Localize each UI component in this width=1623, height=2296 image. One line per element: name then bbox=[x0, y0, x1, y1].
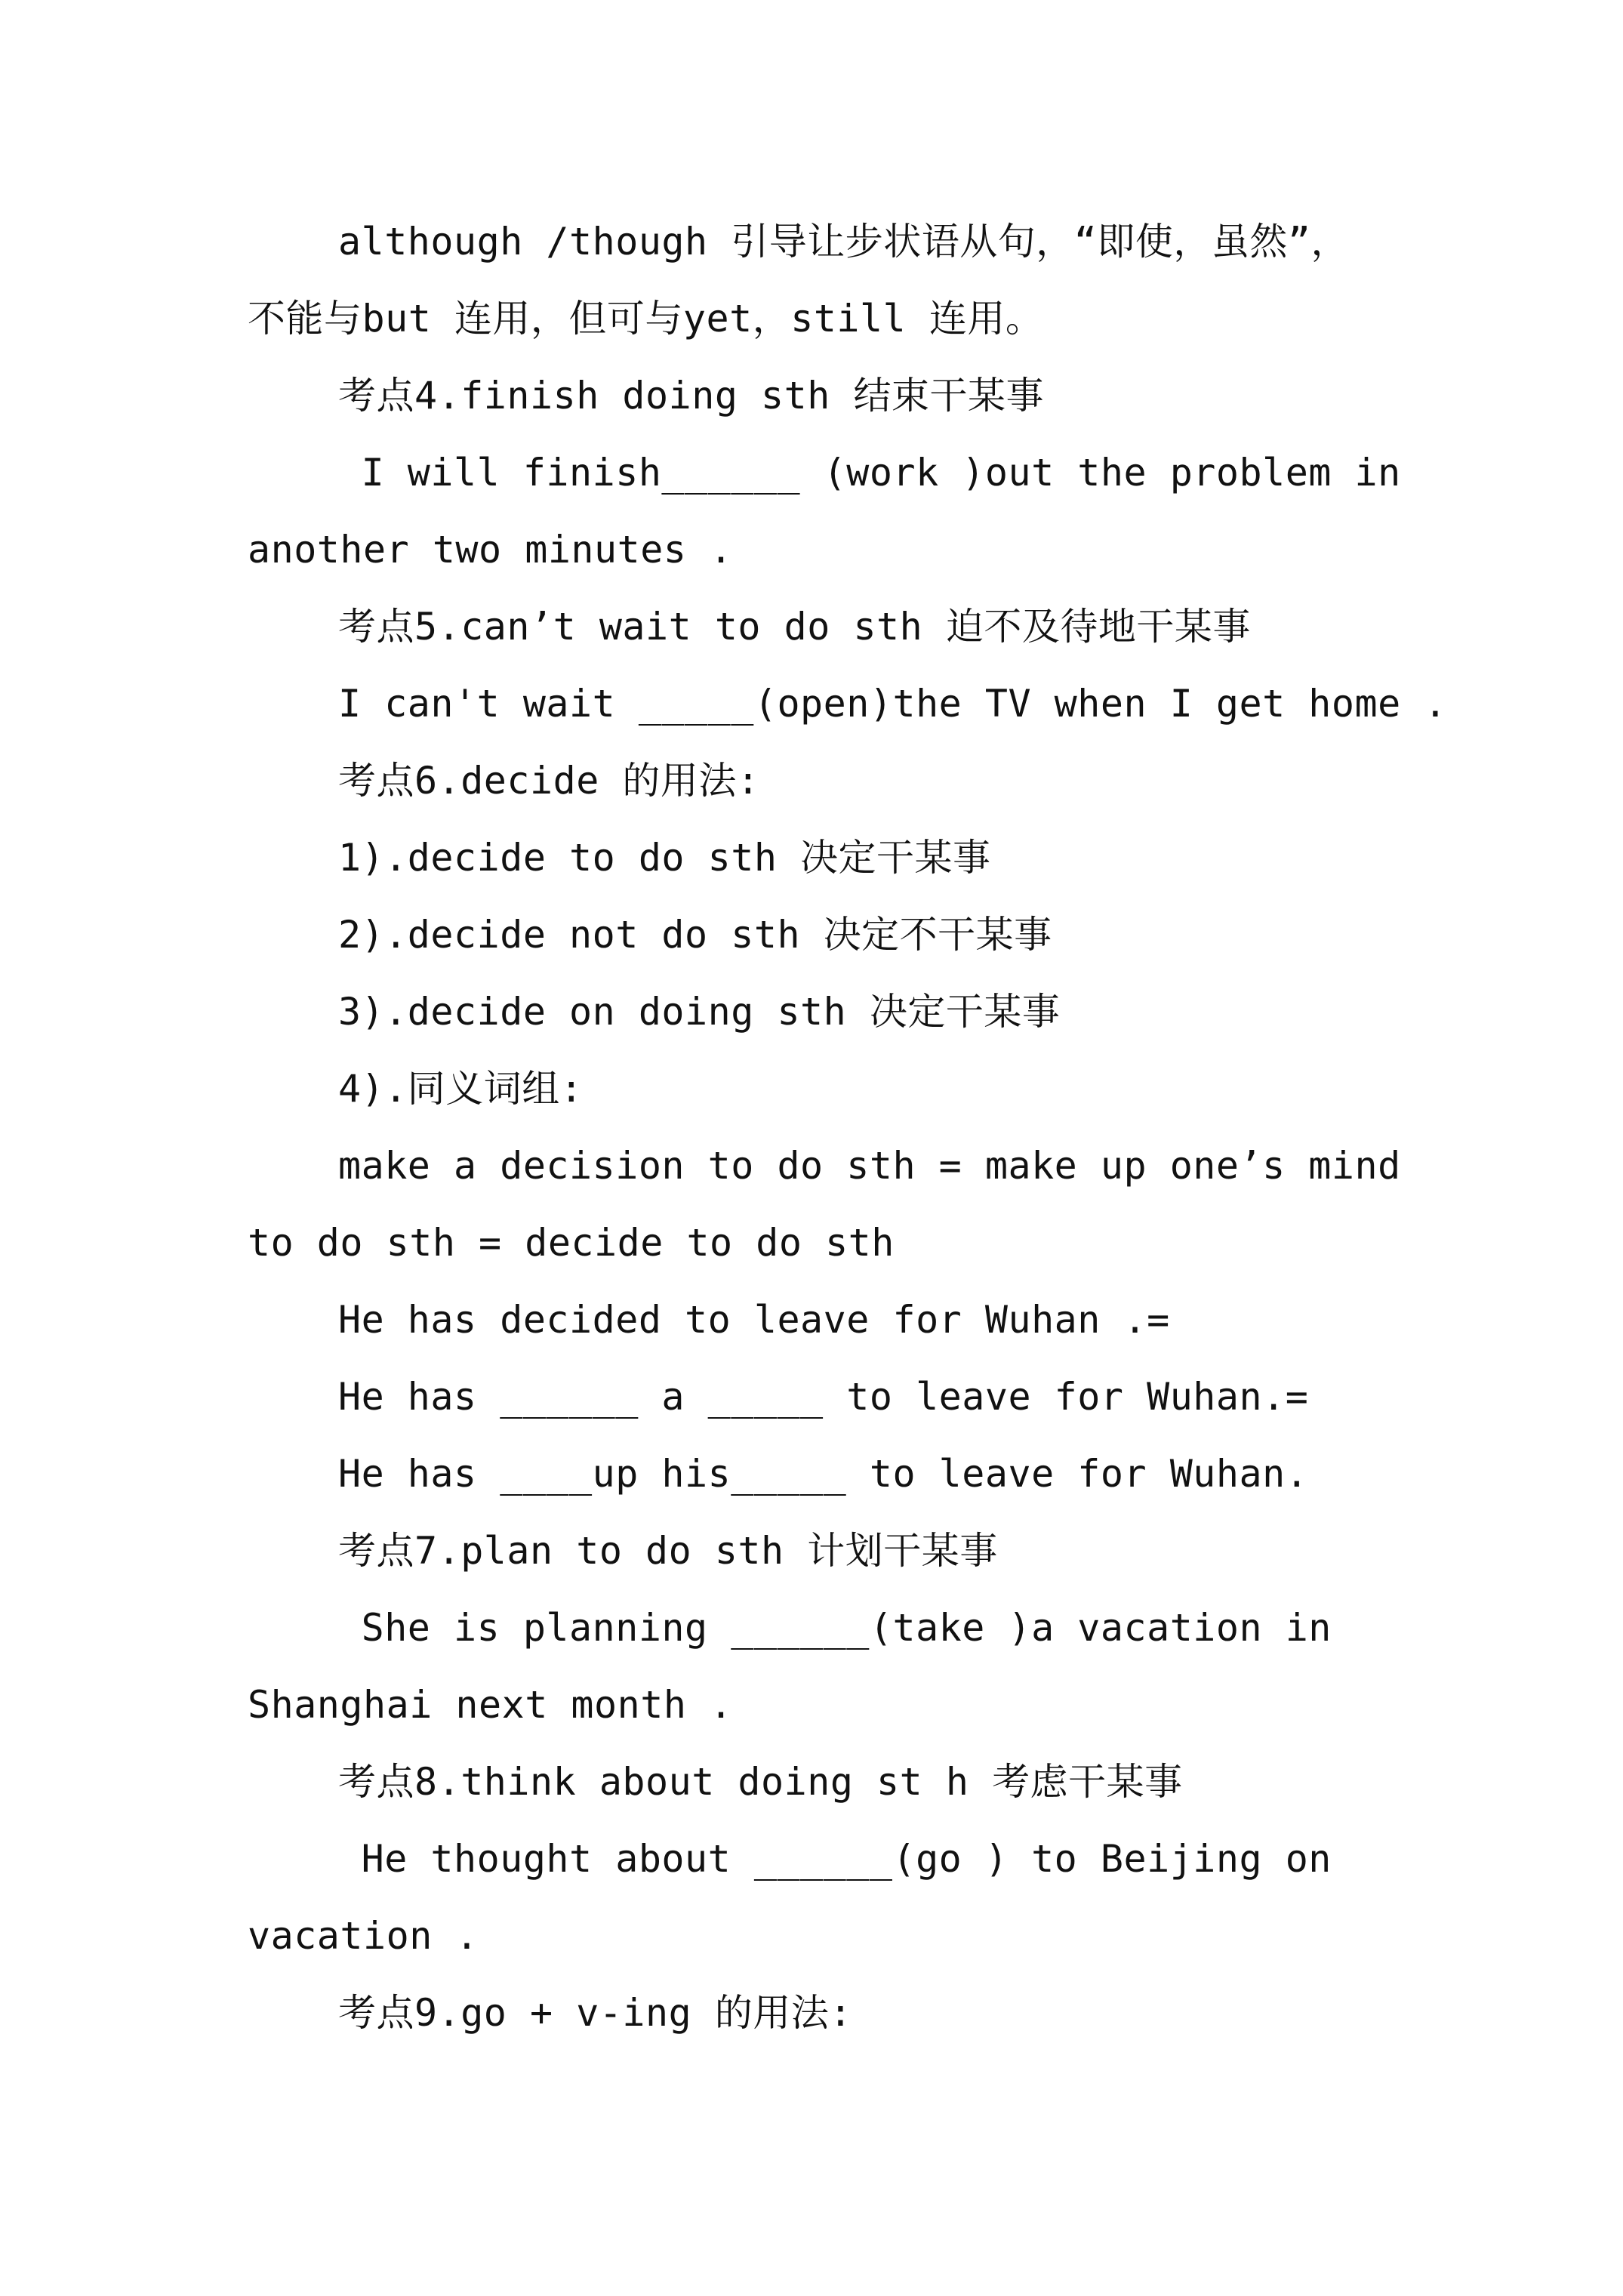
exercise-line: I can't wait _____(open)the TV when I get home . bbox=[338, 682, 1447, 726]
text-line: to do sth = decide to do sth bbox=[248, 1221, 895, 1265]
exercise-line: another two minutes . bbox=[248, 528, 733, 572]
exercise-line: Shanghai next month . bbox=[248, 1683, 733, 1727]
section-heading: 考点5.can’t wait to do sth 迫不及待地干某事 bbox=[338, 605, 1251, 649]
exercise-line: He thought about ______(go ) to Beijing on bbox=[338, 1837, 1332, 1881]
text-line: although /though 引导让步状语从句，“即使，虽然”， bbox=[338, 220, 1349, 264]
section-heading: 考点4.finish doing sth 结束干某事 bbox=[338, 374, 1044, 418]
exercise-line: He has ______ a _____ to leave for Wuhan.= bbox=[338, 1375, 1309, 1419]
exercise-line: I will finish______ (work )out the problem in bbox=[338, 451, 1401, 495]
exercise-line: She is planning ______(take )a vacation in bbox=[338, 1606, 1332, 1650]
exercise-line: He has decided to leave for Wuhan .= bbox=[338, 1298, 1170, 1342]
list-item: 3).decide on doing sth 决定干某事 bbox=[338, 990, 1061, 1034]
exercise-line: vacation . bbox=[248, 1914, 479, 1958]
section-heading: 考点9.go + v-ing 的用法: bbox=[338, 1991, 852, 2035]
text-line: make a decision to do sth = make up one’s mind bbox=[338, 1144, 1401, 1188]
section-heading: 考点7.plan to do sth 计划干某事 bbox=[338, 1529, 998, 1573]
list-item: 4).同义词组: bbox=[338, 1067, 584, 1111]
text-line: 不能与but 连用，但可与yet，still 连用。 bbox=[248, 297, 1044, 341]
list-item: 2).decide not do sth 决定不干某事 bbox=[338, 913, 1052, 957]
section-heading: 考点8.think about doing st h 考虑干某事 bbox=[338, 1760, 1183, 1804]
exercise-line: He has ____up his_____ to leave for Wuhan. bbox=[338, 1452, 1309, 1496]
list-item: 1).decide to do sth 决定干某事 bbox=[338, 836, 991, 880]
section-heading: 考点6.decide 的用法: bbox=[338, 759, 760, 803]
